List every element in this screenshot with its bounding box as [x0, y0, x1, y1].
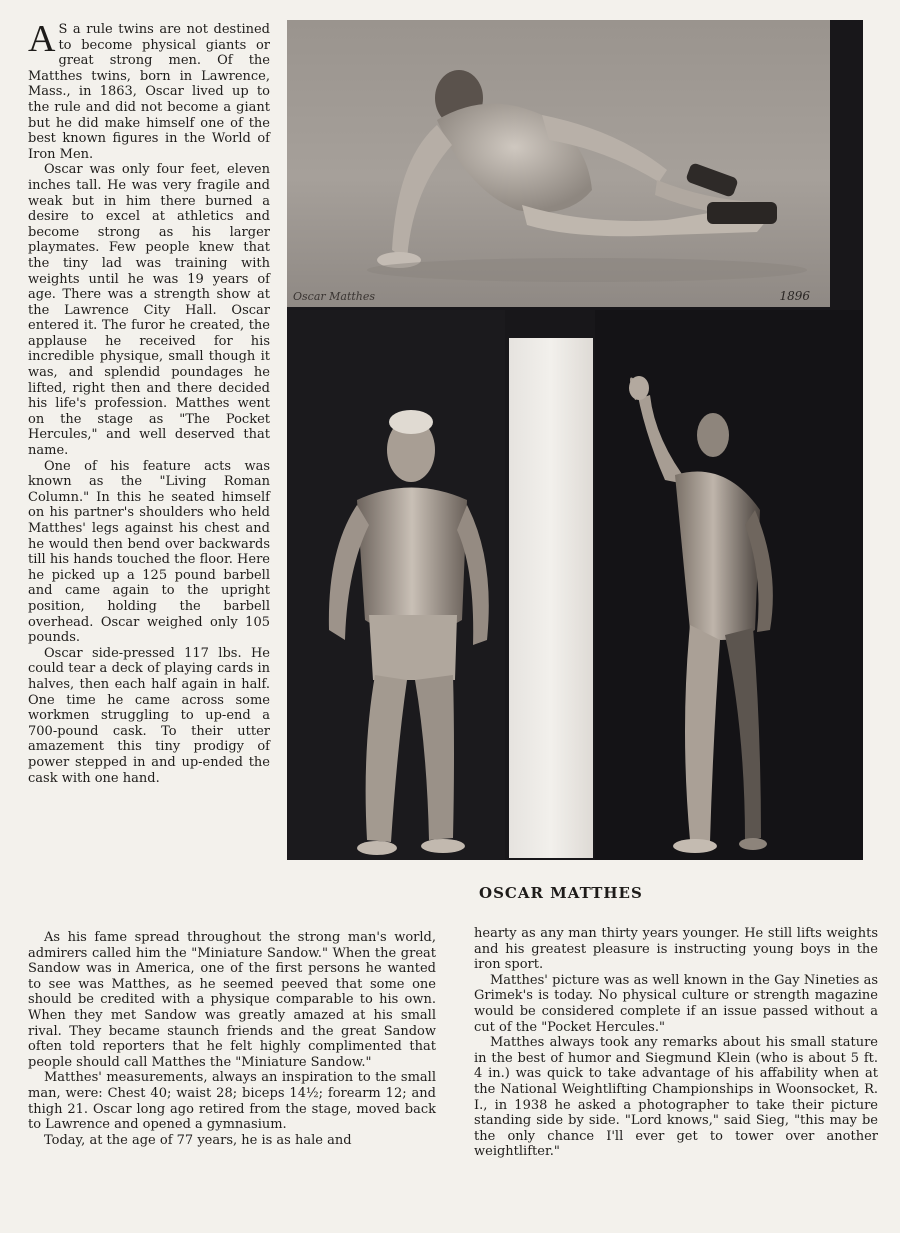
paragraph-measurements: Matthes' measurements, always an inspiration to the small man, were: Chest 40; waist 28; biceps 14½; forearm 12; and thigh 21. Oscar long ago retired from the stage, moved back to Lawrence and opened a gymnasium.	[28, 1070, 436, 1133]
photo-front-pose	[287, 310, 505, 860]
light-background-panel	[509, 338, 593, 858]
paragraph-hearty: hearty as any man thirty years younger. He still lifts weights and his greatest pleasure is instructing young boys in the iron sport.	[474, 926, 878, 973]
photo-signature: Oscar Matthes	[293, 290, 376, 303]
bottom-right-text-column	[474, 926, 878, 1160]
photo-date: 1896	[779, 289, 810, 303]
paragraph-gay-nineties: Matthes' picture was as well known in the Gay Nineties as Grimek's is today. No physical culture or strength magazine would be considered complete if an issue passed without a cut of the "Pocket Hercules."	[474, 972, 878, 1035]
left-text-column	[28, 18, 270, 786]
side-figure-illustration	[595, 310, 863, 860]
bottom-left-text-column	[28, 930, 436, 1148]
front-figure-illustration	[287, 310, 505, 860]
paragraph-side-press: Oscar side-pressed 117 lbs. He could tear a deck of playing cards in halves, then each half again in half. One time he came across some workmen struggling to up-end a 700-pound cask. To their utter amazement this tiny prodigy of power stepped in and up-ended the cask with one hand.	[28, 645, 270, 786]
photo-collage	[287, 20, 863, 860]
paragraph-height: Oscar was only four feet, eleven inches tall. He was very fragile and weak but in him there burned a desire to excel at athletics and become strong as his larger playmates. Few people knew that the tiny lad was training with weights until he was 19 years of age. There was a strength show at the Lawrence City Hall. Oscar entered it. The furor he created, the applause he received for his incredible physique, small though it was, and splendid poundages he lifted, right then and there decided his life's profession. Matthes went on the stage as "The Pocket Hercules," and well deserved that name.	[28, 162, 270, 459]
drop-cap: A	[28, 18, 56, 60]
photo-side-pose	[595, 310, 863, 860]
photo-reclining-pose	[287, 20, 830, 307]
reclining-figure-illustration	[287, 20, 830, 307]
paragraph-intro: A S a rule twins are not destined to become physical giants or great strong men. Of the Matthes twins, born in Lawrence, Mass., in 1863, Oscar lived up to the rule and did not become a giant but he did make himself one of the best known figures in the World of Iron Men.	[28, 18, 270, 162]
paragraph-roman-column: One of his feature acts was known as the "Living Roman Column." In this he seated himself on his partner's shoulders who held Matthes' legs against his chest and he would then bend over backwards till his hands touched the floor. Here he picked up a 125 pound barbell and came again to the upright position, holding the barbell overhead. Oscar weighed only 105 pounds.	[28, 458, 270, 646]
paragraph-today: Today, at the age of 77 years, he is as hale and	[44, 1132, 352, 1148]
paragraph-klein: Matthes always took any remarks about his small stature in the best of humor and Siegmund Klein (who is about 5 ft. 4 in.) was quick to take advantage of his affability when at the National Weightlifting Championships in Woonsocket, R. I., in 1938 he asked a photographer to take their picture standing side by side. "Lord knows," said Sieg, "this may be the only chance I'll ever get to tower over another weightlifter."	[474, 1035, 878, 1160]
photo-caption: OSCAR MATTHES	[479, 884, 643, 902]
paragraph-miniature-sandow: As his fame spread throughout the strong man's world, admirers called him the "Miniature Sandow." When the great Sandow was in America, one of the first persons he wanted to see was Matthes, as he seemed peeved that some one should be credited with a physique comparable to his own. When they met Sandow was greatly amazed at his small rival. They became staunch friends and the great Sandow often told reporters that he felt highly complimented that people should call Matthes the "Miniature Sandow."	[28, 930, 436, 1070]
